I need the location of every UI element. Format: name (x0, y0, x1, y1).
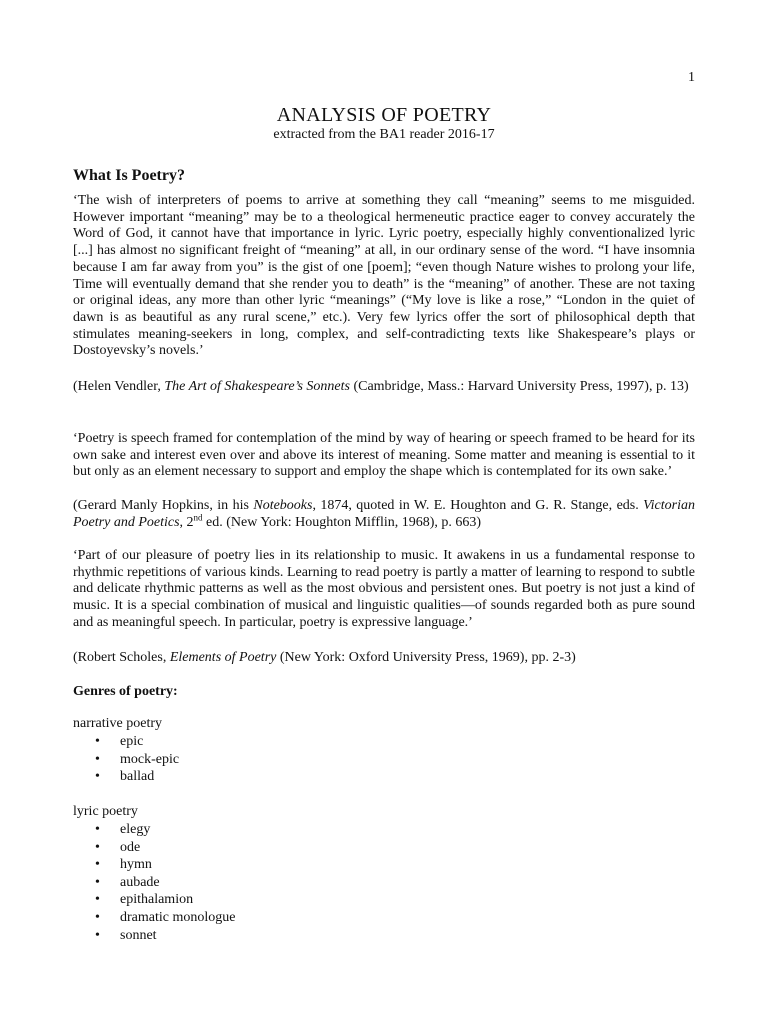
list-item-label: dramatic monologue (120, 909, 236, 925)
citation-work-title: Elements of Poetry (169, 650, 277, 665)
list-item-label: epithalamion (120, 892, 194, 908)
citation-work-title: Victorian Poetry and Poetics (73, 498, 695, 530)
list-item (73, 733, 179, 751)
list-item-label: elegy (120, 822, 151, 837)
list-item (73, 856, 235, 874)
list-item-label: hymn (120, 857, 152, 873)
bullet-icon: • (95, 734, 100, 749)
list-item (73, 768, 179, 786)
page-number: 1 (688, 70, 695, 85)
bullet-icon: • (95, 927, 100, 943)
list-item-label: mock-epic (120, 751, 180, 767)
genres-heading: Genres of poetry: (73, 684, 178, 699)
list-item-label: ballad (120, 769, 155, 785)
citation-text: , 2 (179, 514, 194, 530)
list-item (73, 839, 235, 857)
bullet-icon: • (95, 839, 100, 855)
citation-work-title: The Art of Shakespeare’s Sonnets (164, 379, 350, 394)
quote-hopkins: ‘Poetry is speech framed for contemplation of the mind by way of hearing or speech framed to be heard for its own sake and interest even over and above its interest of meaning. Some matter and meaning is essential to it but only as an element necessary to support and employ the shape which is contemplated for its own sake.’ (73, 431, 695, 480)
bullet-icon: • (95, 751, 100, 767)
bullet-icon: • (95, 874, 100, 890)
list-item-label: epic (120, 734, 144, 749)
citation-superscript: nd (193, 512, 203, 523)
citation-scholes (73, 650, 695, 667)
genre-list-lyric (73, 821, 235, 944)
citation-text: (Cambridge, Mass.: Harvard University Press, 1997), p. 13) (349, 379, 689, 394)
citation-work-title: Notebooks (253, 498, 313, 513)
list-item-label: aubade (120, 874, 160, 890)
quote-vendler: ‘The wish of interpreters of poems to arrive at something they call “meaning” seems to me misguided. However important “meaning” may be to a theological hermeneutic practice eager to convey accurately the Word of God, it cannot have that importance in lyric. Lyric poetry, especially highly conventionalized lyric [...] has almost no significant freight of “meaning” at all, in our ordinary sense of the word. “I have insomnia because I am far away from you” is the gist of one [poem]; “even though Nature wishes to prolong your life, Time will eventually demand that she render you to death” is the “meaning” of another. These are not taxing or original ideas, any more than other lyric “meanings” (“My love is like a rose,” “London in the quiet of dawn is as beautiful as any rural scene,” etc.). Very few lyrics offer the sort of philosophical depth that stimulates meaning-seekers in long, complex, and self-contradicting texts like Shakespeare’s plays or Dostoyevsky’s novels.’ (73, 193, 695, 359)
citation-text: (New York: Oxford University Press, 1969), pp. 2-3) (276, 650, 576, 665)
citation-text: , 1874, quoted in W. E. Houghton and G. R. Stange, eds. (312, 498, 644, 513)
citation-text: (Helen Vendler, (73, 379, 165, 394)
bullet-icon: • (95, 892, 100, 908)
list-item (73, 891, 235, 909)
genre-list-narrative (73, 733, 179, 786)
list-item (73, 821, 235, 839)
citation-text: (Robert Scholes, (73, 650, 170, 665)
bullet-icon: • (95, 909, 100, 925)
list-item (73, 751, 179, 769)
bullet-icon: • (95, 857, 100, 873)
citation-hopkins (73, 498, 695, 531)
section-heading-what-is-poetry: What Is Poetry? (73, 167, 185, 184)
citation-vendler (73, 379, 695, 396)
list-item (73, 909, 235, 927)
list-item (73, 927, 235, 945)
list-item (73, 874, 235, 892)
citation-text: (Gerard Manly Hopkins, in his (73, 498, 254, 513)
list-item-label: ode (120, 839, 141, 855)
document-page (73, 0, 695, 1024)
document-title: ANALYSIS OF POETRY (276, 104, 492, 126)
genre-group-label-lyric: lyric poetry (73, 804, 138, 819)
citation-text: ed. (New York: Houghton Mifflin, 1968), p. 663) (202, 514, 482, 530)
list-item-label: sonnet (120, 927, 157, 943)
document-subtitle: extracted from the BA1 reader 2016-17 (273, 127, 495, 142)
bullet-icon: • (95, 769, 100, 785)
bullet-icon: • (95, 822, 100, 837)
genre-group-label-narrative: narrative poetry (73, 716, 163, 731)
quote-scholes: ‘Part of our pleasure of poetry lies in its relationship to music. It awakens in us a fundamental response to rhythmic repetitions of various kinds. Learning to read poetry is partly a matter of learning to respond to subtle and delicate rhythmic patterns as well as the most obvious and persistent ones. But poetry is not just a kind of music. It is a special combination of musical and linguistic qualities—of sounds regarded both as pure sound and as meaningful speech. In particular, poetry is expressive language.’ (73, 548, 695, 630)
